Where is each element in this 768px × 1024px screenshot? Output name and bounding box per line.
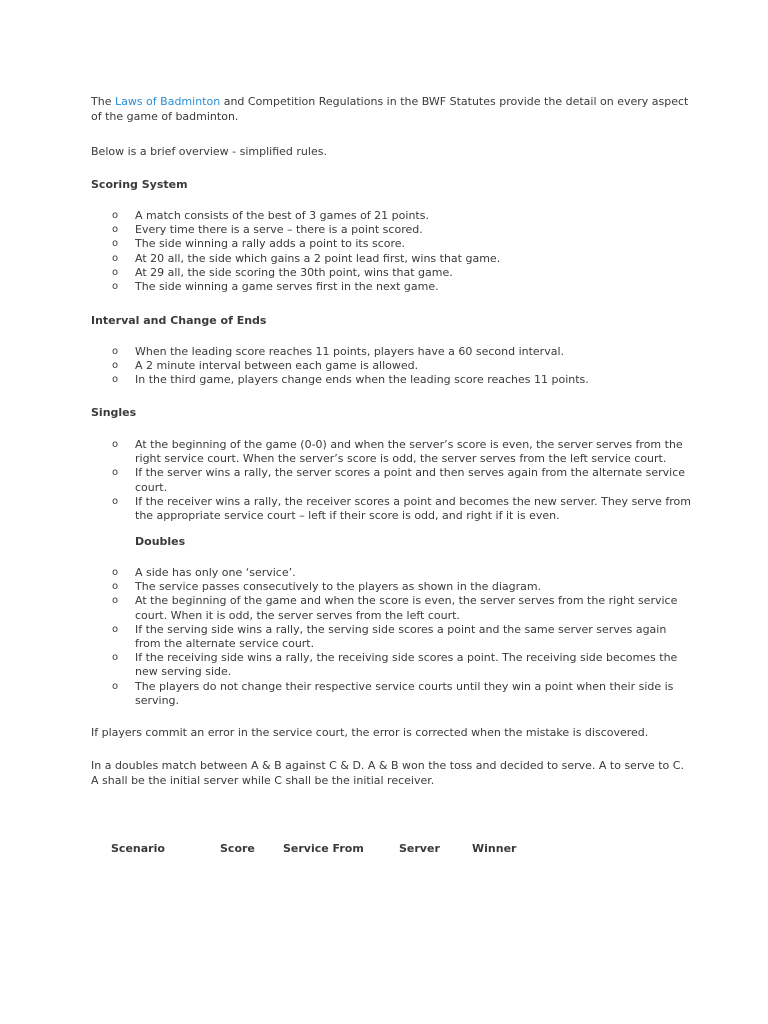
error-note: If players commit an error in the service court, the error is corrected when the mistake is discovered. <box>91 726 649 739</box>
interval-heading: Interval and Change of Ends <box>91 314 267 327</box>
bullet-icon: o <box>112 581 119 593</box>
bullet-icon: o <box>112 224 119 236</box>
scoring-list <box>112 209 692 294</box>
bullet-icon: o <box>112 346 119 357</box>
intro-text-after: and Competition Regulations in the BWF Statutes provide the detail on every aspect of the game of badminton. <box>91 95 689 123</box>
list-item-text: At the beginning of the game and when the score is even, the server serves from the right service court. When it is odd, the server serves from the left court. <box>135 594 678 622</box>
list-item <box>112 252 692 266</box>
list-item <box>112 266 692 280</box>
laws-of-badminton-link[interactable]: Laws of Badminton <box>114 95 221 108</box>
list-item <box>112 359 692 373</box>
bullet-icon: o <box>112 439 119 450</box>
list-item <box>112 466 692 494</box>
singles-list <box>112 438 692 523</box>
list-item-text: The players do not change their respective service courts until they win a point when their side is serving. <box>135 679 674 707</box>
col-header-scenario: Scenario <box>111 842 165 855</box>
bullet-icon: o <box>112 266 119 278</box>
bullet-icon: o <box>112 680 119 692</box>
list-item-text: When the leading score reaches 11 points, players have a 60 second interval. <box>135 345 564 358</box>
list-item-text: The service passes consecutively to the players as shown in the diagram. <box>135 580 542 594</box>
list-item <box>112 495 692 523</box>
bullet-icon: o <box>112 210 119 221</box>
bullet-icon: o <box>112 252 119 264</box>
list-item <box>112 223 692 237</box>
bullet-icon: o <box>112 281 119 293</box>
col-header-score: Score <box>220 842 255 855</box>
list-item-text: If the server wins a rally, the server scores a point and then serves again from the alternate service court. <box>135 466 686 494</box>
list-item-text: The side winning a rally adds a point to its score. <box>135 237 406 251</box>
intro-paragraph <box>91 95 691 124</box>
bullet-icon: o <box>112 238 119 250</box>
list-item-text: A side has only one ‘service’. <box>135 566 296 579</box>
list-item <box>112 280 692 294</box>
list-item-text: A match consists of the best of 3 games of 21 points. <box>135 209 429 222</box>
list-item-text: The side winning a game serves first in the next game. <box>135 280 439 294</box>
bullet-icon: o <box>112 652 119 664</box>
bullet-icon: o <box>112 495 119 507</box>
list-item <box>112 680 692 708</box>
col-header-server: Server <box>399 842 440 855</box>
bullet-icon: o <box>112 360 119 372</box>
list-item-text: If the receiving side wins a rally, the receiving side scores a point. The receiving side becomes the new serving side. <box>135 651 678 679</box>
interval-list <box>112 345 692 388</box>
col-header-service-from: Service From <box>283 842 364 855</box>
overview-text: Below is a brief overview - simplified rules. <box>91 145 327 158</box>
list-item <box>112 209 692 223</box>
list-item <box>112 237 692 251</box>
doubles-heading: Doubles <box>135 535 186 548</box>
singles-heading: Singles <box>91 406 137 419</box>
list-item <box>112 566 692 580</box>
list-item-text: If the serving side wins a rally, the serving side scores a point and the same server serves again from the alternate service court. <box>135 622 667 651</box>
list-item <box>112 623 692 651</box>
list-item <box>112 651 692 679</box>
list-item-text: Every time there is a serve – there is a point scored. <box>135 223 423 237</box>
list-item-text: If the receiver wins a rally, the receiver scores a point and becomes the new server. They serve from the appropriate service court – left if their score is odd, and right if it is even. <box>135 494 691 523</box>
list-item <box>112 580 692 594</box>
bullet-icon: o <box>112 467 119 479</box>
intro-text-before: The <box>91 95 115 108</box>
list-item <box>112 438 692 466</box>
doubles-list <box>112 566 692 708</box>
bullet-icon: o <box>112 623 119 635</box>
list-item-text: At 20 all, the side which gains a 2 point lead first, wins that game. <box>135 251 501 265</box>
example-paragraph: In a doubles match between A & B against C & D. A & B won the toss and decided to serve. A to serve to C. A shall be the initial server while C shall be the initial receiver. <box>91 759 684 787</box>
list-item <box>112 345 692 359</box>
list-item <box>112 373 692 387</box>
list-item-text: At 29 all, the side scoring the 30th point, wins that game. <box>135 265 453 279</box>
list-item-text: In the third game, players change ends when the leading score reaches 11 points. <box>135 373 589 387</box>
list-item <box>112 594 692 622</box>
bullet-icon: o <box>112 567 119 578</box>
list-item-text: A 2 minute interval between each game is allowed. <box>135 359 419 373</box>
scoring-heading: Scoring System <box>91 178 188 191</box>
bullet-icon: o <box>112 374 119 386</box>
col-header-winner: Winner <box>472 842 517 855</box>
list-item-text: At the beginning of the game (0-0) and when the server’s score is even, the server serves from the right service court. When the server’s score is odd, the server serves from the left service court. <box>135 438 683 466</box>
bullet-icon: o <box>112 595 119 607</box>
